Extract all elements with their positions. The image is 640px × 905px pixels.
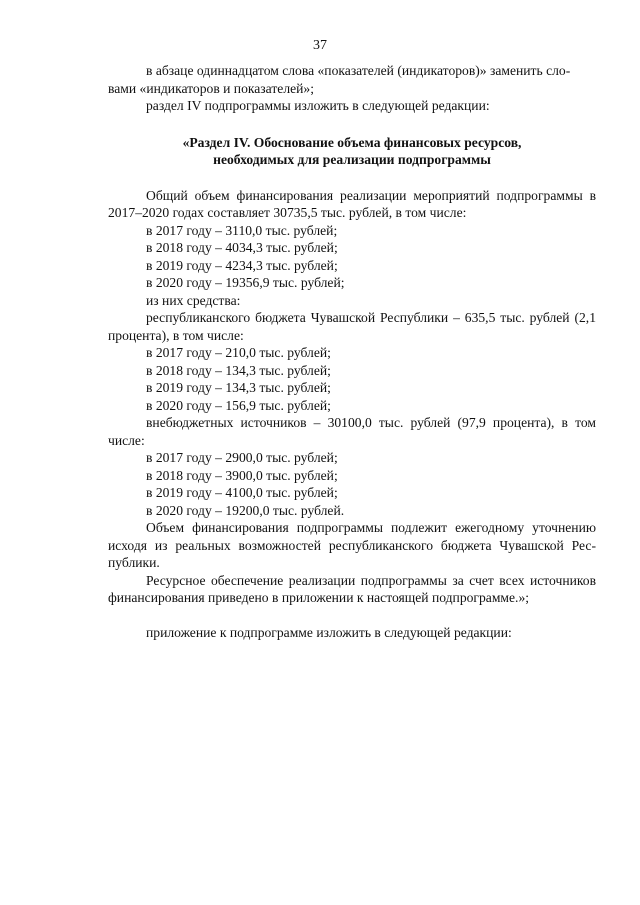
appendix-instruction: приложение к подпрограмме изложить в следующей редакции:: [146, 624, 512, 640]
intro-line-2: вами «индикаторов и показателей»;: [108, 80, 315, 96]
republican-year-2020: в 2020 году – 156,9 тыс. рублей;: [146, 397, 331, 413]
extrabudget-year-2017: в 2017 году – 2900,0 тыс. рублей;: [146, 450, 338, 465]
document-body: [108, 62, 596, 641]
funding-sources-label: из них средства:: [146, 292, 241, 308]
extrabudget-year-2018: в 2018 году – 3900,0 тыс. рублей;: [146, 467, 338, 483]
extrabudget-year-2019: в 2019 году – 4100,0 тыс. рублей;: [146, 485, 338, 500]
republican-year-2019: в 2019 году – 134,3 тыс. рублей;: [146, 380, 331, 395]
page-number: 37: [313, 38, 327, 53]
extrabudget-paragraph: внебюджетных источников – 30100,0 тыс. рублей (97,9 процента), в том числе:: [108, 415, 596, 448]
republican-year-2018: в 2018 году – 134,3 тыс. рублей;: [146, 362, 331, 378]
section-heading: [108, 134, 596, 169]
resource-provision-paragraph: Ресурсное обеспечение реализации подпрограммы за счет всех источников финансирования приведено в приложении к настоящей подпрограмме.»;: [108, 572, 596, 605]
total-funding-paragraph: Общий объем финансирования реализации мероприятий подпрограммы в 2017–2020 годах составляет 30735,5 тыс. рублей, в том числе:: [108, 187, 596, 220]
total-year-2019: в 2019 году – 4234,3 тыс. рублей;: [146, 257, 338, 273]
annual-adjustment-paragraph: Объем финансирования подпрограммы подлежит ежегодному уточнению исходя из реальных возможностей республиканского бюджета Чувашской Рес-публики.: [108, 520, 596, 570]
republican-budget-paragraph: республиканского бюджета Чувашской Республики – 635,5 тыс. рублей (2,1 процента), в том числе:: [108, 310, 596, 343]
republican-year-2017: в 2017 году – 210,0 тыс. рублей;: [146, 345, 331, 360]
total-year-2017: в 2017 году – 3110,0 тыс. рублей;: [146, 222, 338, 238]
section-heading-line-1: «Раздел IV. Обоснование объема финансовых ресурсов,: [182, 134, 522, 150]
intro-line-3: раздел IV подпрограммы изложить в следующей редакции:: [146, 98, 490, 113]
total-year-2020: в 2020 году – 19356,9 тыс. рублей;: [146, 275, 345, 290]
total-year-2018: в 2018 году – 4034,3 тыс. рублей;: [146, 240, 338, 255]
intro-line-1: в абзаце одиннадцатом слова «показателей (индикаторов)» заменить сло-: [146, 63, 571, 78]
paragraph-spacer: [108, 607, 596, 624]
section-heading-line-2: необходимых для реализации подпрограммы: [213, 152, 491, 167]
extrabudget-year-2020: в 2020 году – 19200,0 тыс. рублей.: [146, 502, 345, 518]
